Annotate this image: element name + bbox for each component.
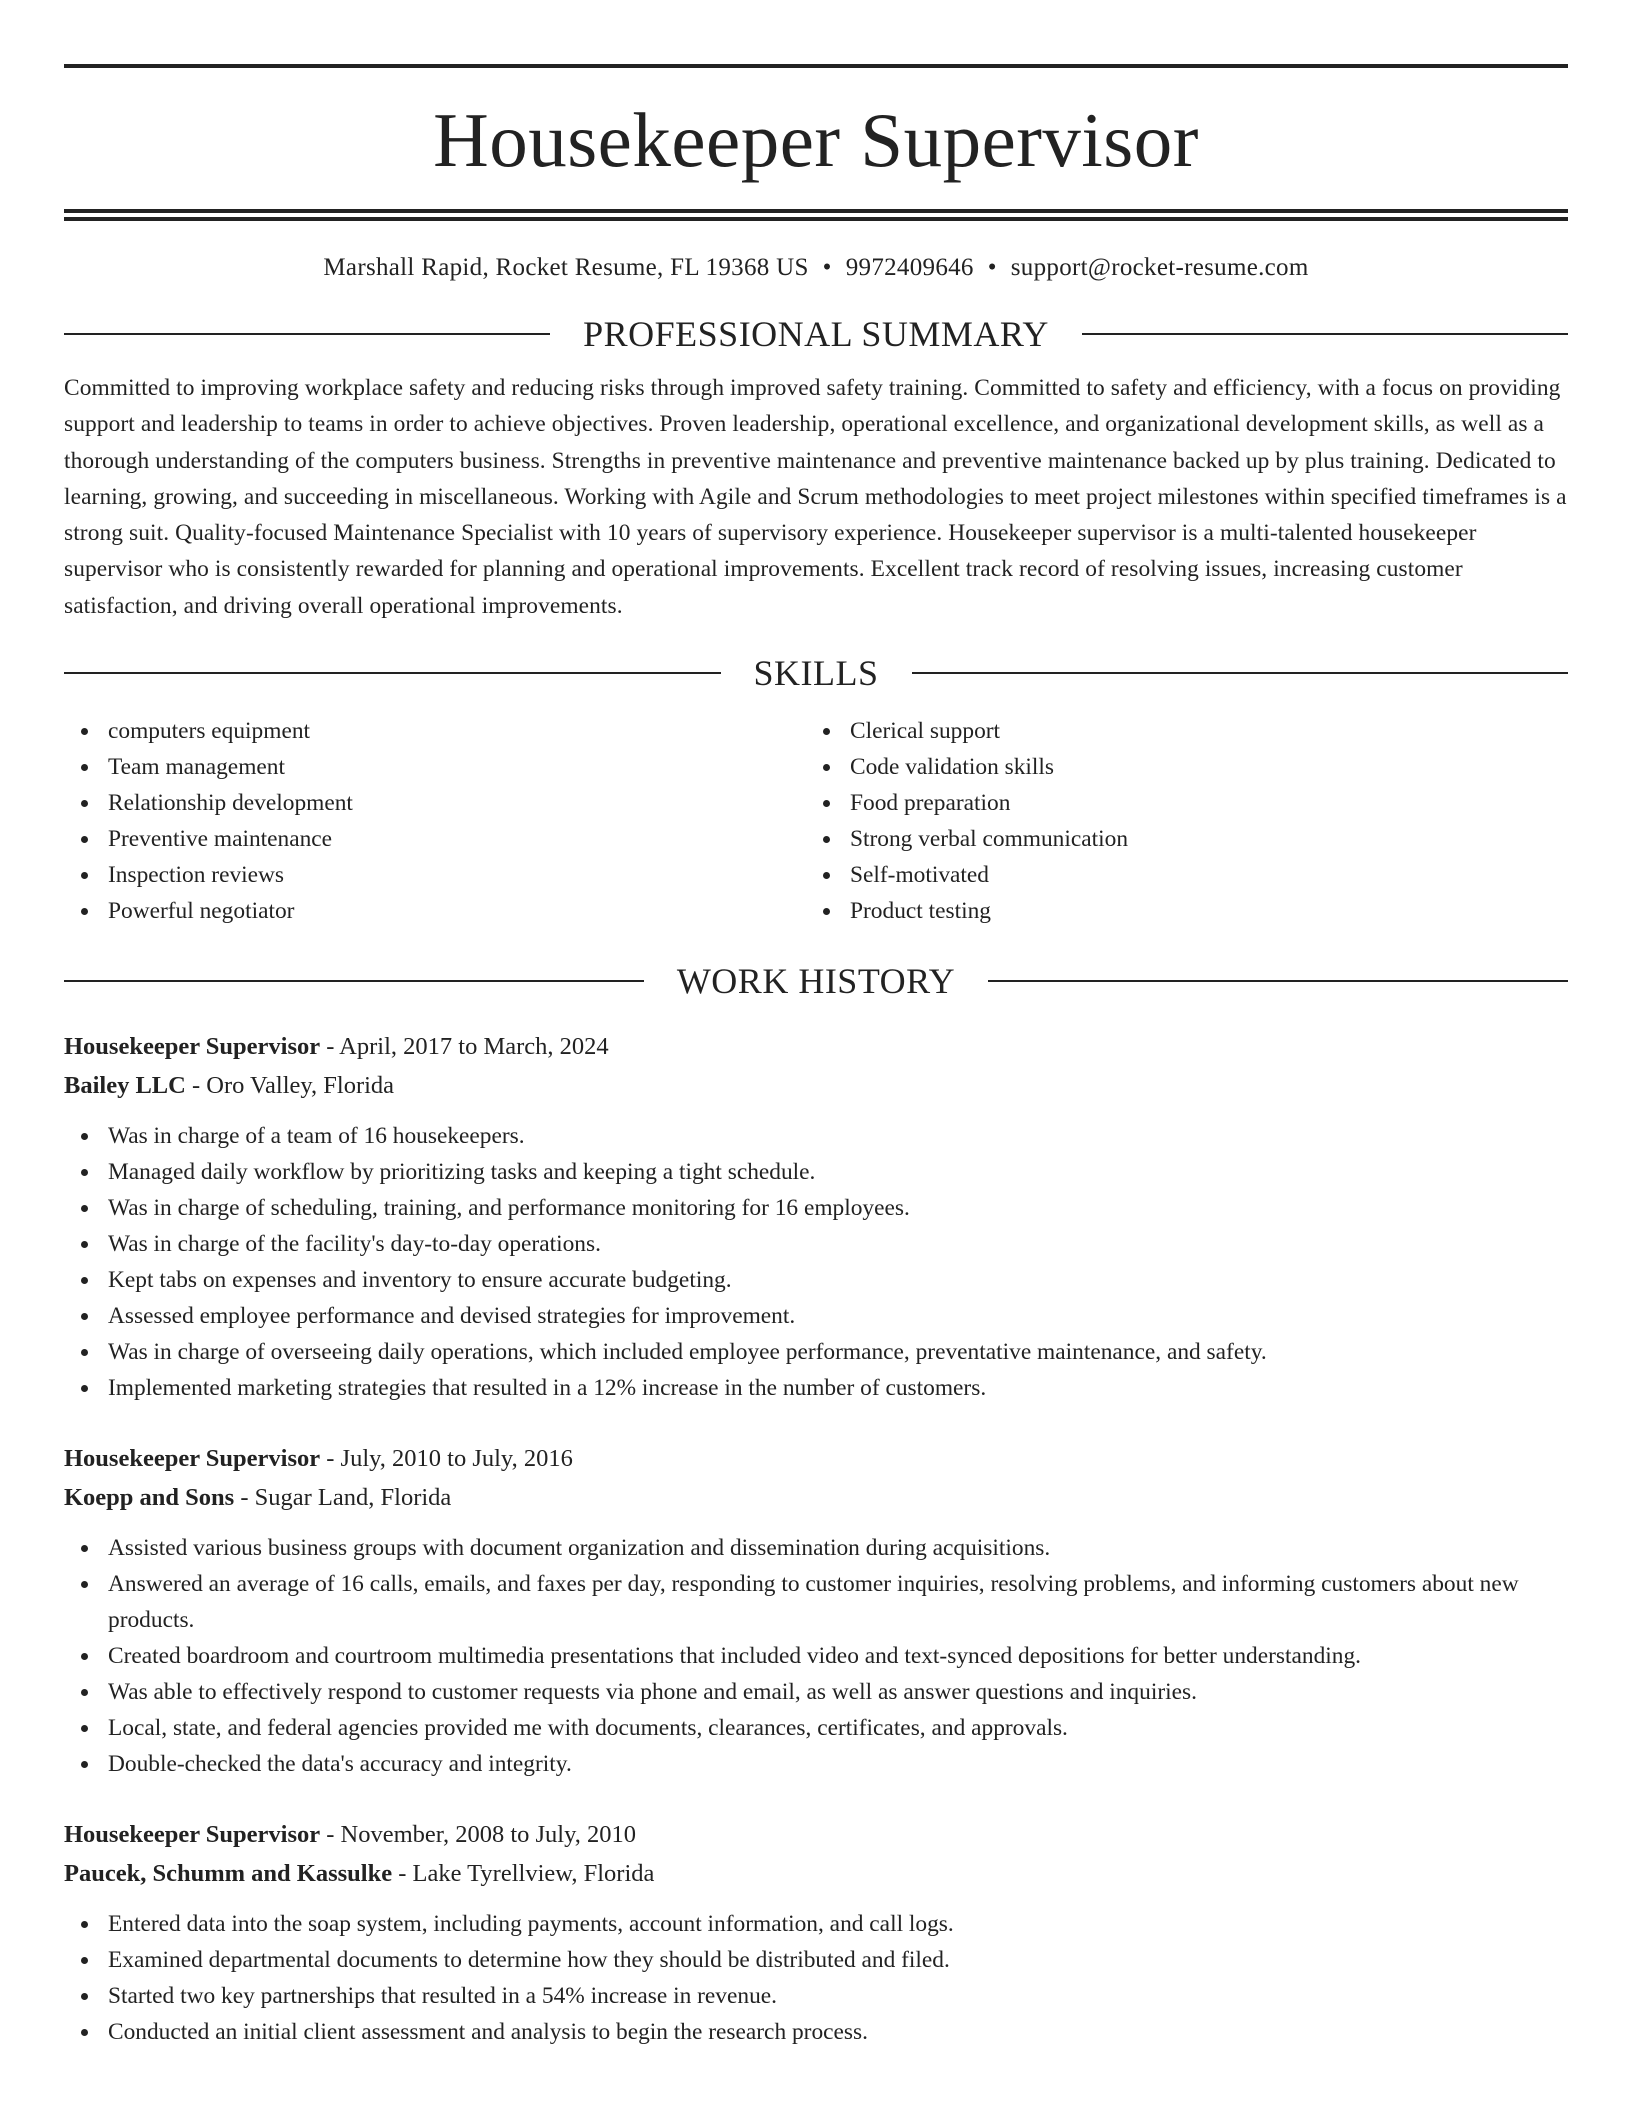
job-bullets	[64, 1530, 1568, 1782]
skill-item: Relationship development	[64, 785, 806, 821]
skill-item: computers equipment	[64, 713, 806, 749]
skill-item: Preventive maintenance	[64, 821, 806, 857]
job-entry	[64, 1027, 1568, 1406]
skill-item: Clerical support	[806, 713, 1548, 749]
job-bullet: Local, state, and federal agencies provided me with documents, clearances, certificates, and approvals.	[64, 1710, 1568, 1746]
skill-item: Product testing	[806, 893, 1548, 929]
skills-heading	[64, 653, 1568, 694]
job-bullet: Was in charge of the facility's day-to-day operations.	[64, 1226, 1568, 1262]
heading-rule-right	[1082, 333, 1568, 335]
contact-address: Marshall Rapid, Rocket Resume, FL 19368 US	[323, 254, 809, 281]
job-company: Paucek, Schumm and Kassulke	[64, 1860, 393, 1888]
job-location: - Oro Valley, Florida	[185, 1072, 395, 1100]
job-bullet: Was in charge of a team of 16 housekeepers.	[64, 1118, 1568, 1154]
skills-list-left	[64, 713, 806, 929]
job-title-line	[64, 1027, 1568, 1066]
skill-item: Inspection reviews	[64, 857, 806, 893]
skill-item: Team management	[64, 749, 806, 785]
job-company: Bailey LLC	[64, 1072, 186, 1100]
job-entry	[64, 1815, 1568, 2050]
job-company-line	[64, 1066, 1568, 1105]
summary-heading-label: PROFESSIONAL SUMMARY	[583, 314, 1049, 354]
skill-item: Powerful negotiator	[64, 893, 806, 929]
summary-heading	[64, 316, 1568, 352]
work-heading	[64, 961, 1568, 1002]
job-bullet: Assisted various business groups with document organization and dissemination during acquisitions.	[64, 1530, 1568, 1566]
summary-text: Committed to improving workplace safety and reducing risks through improved safety training. Committed to safety and efficiency, with a focus on providing support and leadership to teams in order to achieve objectives. Proven leadership, operational excellence, and organizational development skills, as well as a thorough understanding of the computers business. Strengths in preventive maintenance and preventive maintenance backed up by plus training. Dedicated to learning, growing, and succeeding in miscellaneous. Working with Agile and Scrum methodologies to meet project milestones within specified timeframes is a strong suit. Quality-focused Maintenance Specialist with 10 years of supervisory experience. Housekeeper supervisor is a multi-talented housekeeper supervisor who is consistently rewarded for planning and operational improvements. Excellent track record of resolving issues, increasing customer satisfaction, and driving overall operational improvements.	[64, 375, 1567, 619]
job-bullet: Started two key partnerships that resulted in a 54% increase in revenue.	[64, 1978, 1568, 2014]
job-company: Koepp and Sons	[64, 1484, 235, 1512]
job-bullet: Assessed employee performance and devised strategies for improvement.	[64, 1298, 1568, 1334]
contact-email: support@rocket-resume.com	[1010, 254, 1309, 281]
job-bullets	[64, 1906, 1568, 2050]
job-title: Housekeeper Supervisor	[64, 1821, 321, 1849]
job-title: Housekeeper Supervisor	[64, 1445, 321, 1473]
heading-rule-left	[64, 672, 721, 674]
job-location: - Lake Tyrellview, Florida	[392, 1860, 655, 1888]
top-rule	[64, 64, 1568, 68]
job-title: Housekeeper Supervisor	[64, 1033, 321, 1061]
resume-title: Housekeeper Supervisor	[433, 97, 1199, 183]
job-bullet: Entered data into the soap system, including payments, account information, and call logs.	[64, 1906, 1568, 1942]
job-dates: - July, 2010 to July, 2016	[320, 1445, 573, 1473]
job-bullet: Answered an average of 16 calls, emails, and faxes per day, responding to customer inquiries, resolving problems, and informing customers about new products.	[64, 1566, 1568, 1638]
skills-columns	[64, 713, 1568, 929]
job-company-line	[64, 1478, 1568, 1517]
job-location: - Sugar Land, Florida	[234, 1484, 452, 1512]
skill-item: Self-motivated	[806, 857, 1548, 893]
job-dates: - April, 2017 to March, 2024	[320, 1033, 609, 1061]
job-bullet: Created boardroom and courtroom multimedia presentations that included video and text-synced depositions for better understanding.	[64, 1638, 1568, 1674]
job-bullet: Was in charge of overseeing daily operations, which included employee performance, preventative maintenance, and safety.	[64, 1334, 1568, 1370]
job-bullets	[64, 1118, 1568, 1406]
contact-separator: •	[987, 254, 997, 281]
heading-rule-left	[64, 980, 644, 982]
work-heading-label: WORK HISTORY	[676, 961, 956, 1002]
job-bullet: Was in charge of scheduling, training, and performance monitoring for 16 employees.	[64, 1190, 1568, 1226]
skill-item: Food preparation	[806, 785, 1548, 821]
skill-item: Strong verbal communication	[806, 821, 1548, 857]
heading-rule-right	[988, 980, 1568, 982]
job-bullet: Double-checked the data's accuracy and integrity.	[64, 1746, 1568, 1782]
skill-item: Code validation skills	[806, 749, 1548, 785]
skills-list-right	[806, 713, 1548, 929]
contact-separator: •	[822, 254, 832, 281]
contact-phone: 9972409646	[845, 254, 974, 281]
job-title-line	[64, 1439, 1568, 1478]
job-entry	[64, 1439, 1568, 1782]
heading-rule-right	[912, 672, 1569, 674]
job-bullet: Managed daily workflow by prioritizing tasks and keeping a tight schedule.	[64, 1154, 1568, 1190]
contact-line	[64, 254, 1568, 282]
job-bullet: Was able to effectively respond to customer requests via phone and email, as well as answer questions and inquiries.	[64, 1674, 1568, 1710]
skills-heading-label: SKILLS	[753, 653, 879, 694]
title-double-rule	[64, 209, 1568, 221]
job-company-line	[64, 1854, 1568, 1893]
job-bullet: Implemented marketing strategies that resulted in a 12% increase in the number of customers.	[64, 1370, 1568, 1406]
job-dates: - November, 2008 to July, 2010	[320, 1821, 637, 1849]
job-bullet: Examined departmental documents to determine how they should be distributed and filed.	[64, 1942, 1568, 1978]
job-bullet: Conducted an initial client assessment and analysis to begin the research process.	[64, 2014, 1568, 2050]
job-title-line	[64, 1815, 1568, 1854]
heading-rule-left	[64, 333, 550, 335]
job-bullet: Kept tabs on expenses and inventory to ensure accurate budgeting.	[64, 1262, 1568, 1298]
